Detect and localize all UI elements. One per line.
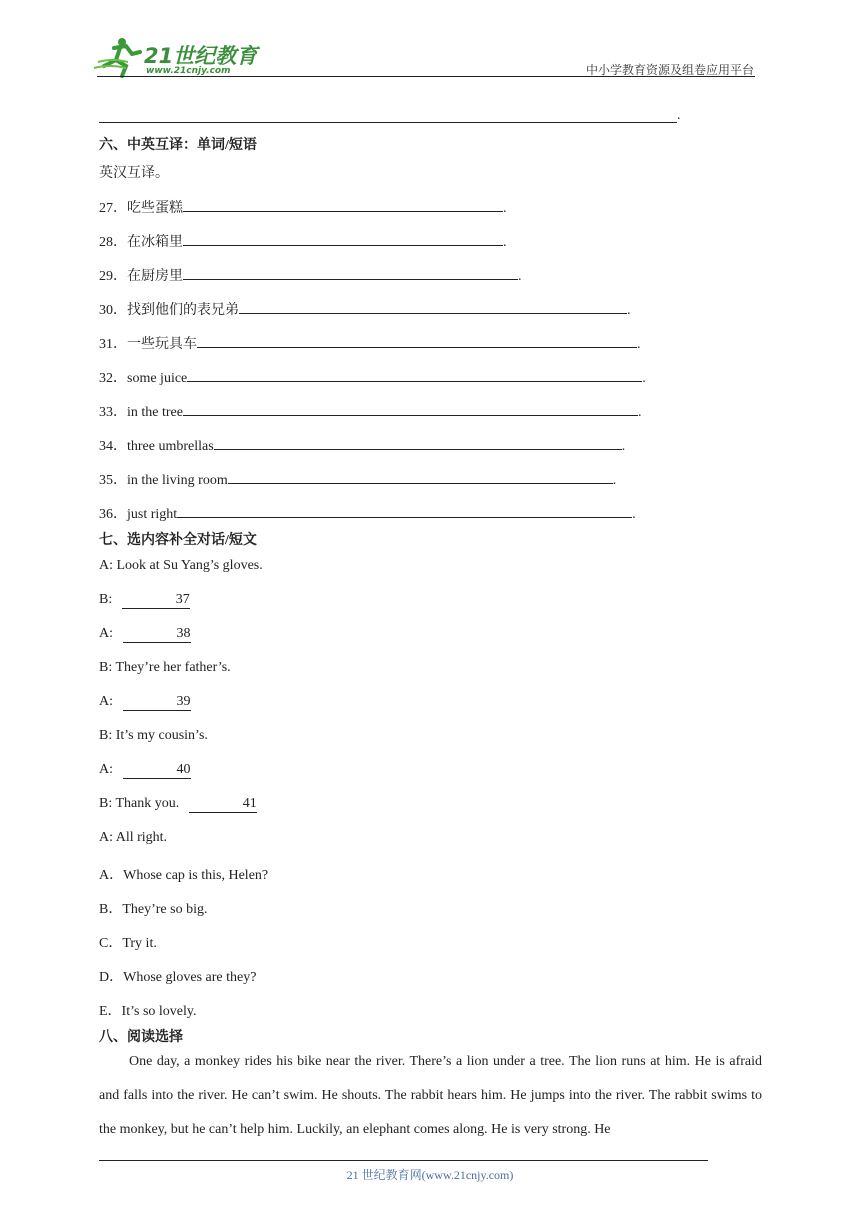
logo-url: www.21cnjy.com xyxy=(146,66,231,76)
question-number: 35． xyxy=(99,473,127,488)
dialog-line: A: All right. xyxy=(99,830,168,845)
question-27 xyxy=(99,197,507,217)
question-text: in the tree xyxy=(127,405,183,420)
dialog-speaker: B: xyxy=(99,592,116,607)
dialog-blank-38[interactable]: 38 xyxy=(123,626,191,643)
answer-blank[interactable] xyxy=(183,401,638,416)
question-28 xyxy=(99,231,507,251)
dialog-speaker: A: xyxy=(99,694,117,709)
answer-line-continuation xyxy=(99,122,677,123)
dialog-line: B: It’s my cousin’s. xyxy=(99,728,208,743)
section-6-title: 六、中英互译：单词/短语 xyxy=(99,138,257,153)
question-29 xyxy=(99,265,522,285)
option-c: C．Try it. xyxy=(99,936,157,951)
dialog-speaker: A: xyxy=(99,762,117,777)
option-d: D．Whose gloves are they? xyxy=(99,970,257,985)
answer-blank[interactable] xyxy=(183,265,518,280)
reading-passage: One day, a monkey rides his bike near the river. There’s a lion under a tree. The lion runs at him. He is afraid and falls into the river. He can’t swim. He shouts. The rabbit hears him. He jumps into the river. The rabbit swims to the monkey, but he can’t help him. Luckily, an elephant comes along. He is very strong. He xyxy=(99,1054,762,1137)
answer-period: . xyxy=(642,371,646,386)
question-text: just right xyxy=(127,507,178,522)
option-e: E．It’s so lovely. xyxy=(99,1004,197,1019)
footer-text: 21 世纪教育网(www.21cnjy.com) xyxy=(346,1168,514,1182)
dialog-blank-37[interactable]: 37 xyxy=(122,592,190,609)
dialog-line xyxy=(99,762,191,779)
question-number: 36． xyxy=(99,507,127,522)
dialog-blank-40[interactable]: 40 xyxy=(123,762,191,779)
answer-blank[interactable] xyxy=(177,503,632,518)
question-32 xyxy=(99,367,646,387)
question-31 xyxy=(99,333,641,353)
question-text: in the living room xyxy=(127,473,228,488)
answer-period: . xyxy=(503,201,507,216)
question-text: 吃些蛋糕 xyxy=(127,201,183,216)
question-number: 27． xyxy=(99,201,127,216)
question-36 xyxy=(99,503,636,523)
dialog-line xyxy=(99,694,191,711)
option-a: A．Whose cap is this, Helen? xyxy=(99,868,269,883)
dialog-line: B: They’re her father’s. xyxy=(99,660,231,675)
answer-blank[interactable] xyxy=(183,197,503,212)
answer-blank[interactable] xyxy=(187,367,642,382)
answer-blank[interactable] xyxy=(228,469,613,484)
answer-period: . xyxy=(518,269,522,284)
header-platform-text: 中小学教育资源及组卷应用平台 xyxy=(585,63,754,77)
question-33 xyxy=(99,401,641,421)
section-7-title: 七、选内容补全对话/短文 xyxy=(99,533,257,548)
dialog-line xyxy=(99,796,257,813)
dialog-line xyxy=(99,592,190,609)
question-text: 一些玩具车 xyxy=(127,337,197,352)
question-text: three umbrellas xyxy=(127,439,214,454)
section-6-instruction: 英汉互译。 xyxy=(99,166,169,181)
question-text: some juice xyxy=(127,371,188,386)
question-number: 28． xyxy=(99,235,127,250)
question-number: 33． xyxy=(99,405,127,420)
answer-period: . xyxy=(637,337,641,352)
answer-period: . xyxy=(612,473,617,488)
site-logo xyxy=(92,36,262,80)
question-number: 32． xyxy=(99,371,127,386)
question-number: 31． xyxy=(99,337,127,352)
dialog-line xyxy=(99,626,191,643)
answer-line-period: . xyxy=(677,108,681,123)
dialog-speaker: B: Thank you. xyxy=(99,796,183,811)
answer-period: . xyxy=(632,507,636,522)
option-b: B．They’re so big. xyxy=(99,902,208,917)
question-35 xyxy=(99,469,616,489)
question-text: 找到他们的表兄弟 xyxy=(127,303,239,318)
question-text: 在冰箱里 xyxy=(127,235,183,250)
question-number: 29． xyxy=(99,269,127,284)
dialog-blank-39[interactable]: 39 xyxy=(123,694,191,711)
question-text: 在厨房里 xyxy=(127,269,183,284)
answer-period: . xyxy=(637,405,642,420)
answer-blank[interactable] xyxy=(183,231,503,246)
section-8-title: 八、阅读选择 xyxy=(99,1030,183,1045)
answer-blank[interactable] xyxy=(239,299,627,314)
answer-period: . xyxy=(503,235,507,250)
dialog-blank-41[interactable]: 41 xyxy=(189,796,257,813)
dialog-speaker: A: xyxy=(99,626,117,641)
answer-blank[interactable] xyxy=(197,333,637,348)
answer-period: . xyxy=(627,303,631,318)
question-number: 34． xyxy=(99,439,127,454)
logo-text: 21世纪教育 xyxy=(144,44,258,68)
question-30 xyxy=(99,299,631,319)
dialog-line: A: Look at Su Yang’s gloves. xyxy=(99,558,263,573)
header-divider xyxy=(97,76,755,77)
question-34 xyxy=(99,435,625,455)
footer-divider xyxy=(99,1160,708,1161)
question-number: 30． xyxy=(99,303,127,318)
answer-period: . xyxy=(621,439,626,454)
answer-blank[interactable] xyxy=(214,435,622,450)
